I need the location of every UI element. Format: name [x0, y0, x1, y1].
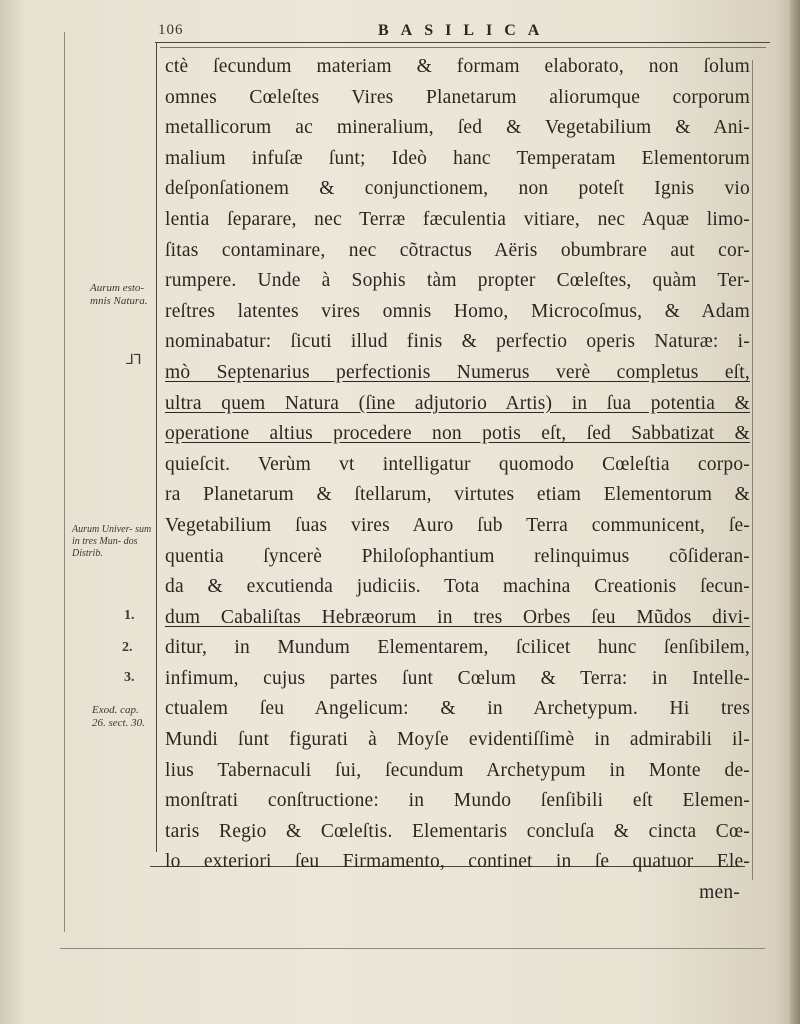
text-line: rumpere. Unde à Sophis tàm propter Cœleſtes, quàm Ter- [165, 270, 750, 292]
text-line: infimum, cujus partes ſunt Cœlum & Terra: in Intelle- [165, 667, 750, 689]
margin-note-universum: Aurum Univer- sum in tres Mun- dos Distrib. [72, 524, 152, 559]
right-rule [752, 60, 753, 880]
text-line: quentia ſyncerè Philoſophantium relinquimus cõſideran- [165, 545, 750, 567]
text-line: reſtres latentes vires omnis Homo, Microcoſmus, & Adam [165, 300, 750, 322]
text-line: dum Cabaliſtas Hebræorum in tres Orbes ſeu Mũdos divi- [165, 606, 750, 628]
margin-note-aurum: Aurum esto- mnis Natura. [90, 282, 148, 307]
catchword: men- [699, 882, 740, 904]
text-line: ditur, in Mundum Elementarem, ſcilicet hunc ſenſibilem, [165, 637, 750, 659]
text-line: nominabatur: ſicuti illud finis & perfectio operis Naturæ: i- [165, 331, 750, 353]
page-number: 106 [158, 22, 184, 38]
text-line: omnes Cœleſtes Vires Planetarum aliorumque corporum [165, 86, 750, 108]
text-line: da & excutienda judiciis. Tota machina Creationis ſecun- [165, 576, 750, 598]
text-line: metallicorum ac mineralium, ſed & Vegetabilium & Ani- [165, 117, 750, 139]
text-line: monſtrati conſtructione: in Mundo ſenſibili eſt Elemen- [165, 790, 750, 812]
top-rule-inner [160, 47, 766, 48]
text-line: mò Septenarius perfectionis Numerus verè completus eſt, [165, 361, 750, 383]
margin-number-1: 1. [124, 608, 135, 623]
text-line: ctè ſecundum materiam & formam elaborato, non ſolum [165, 56, 750, 77]
text-line: operatione altius procedere non potis eſt, ſed Sabbatizat & [165, 423, 750, 445]
text-line: lentia ſeparare, nec Terræ fæculentia vitiare, nec Aquæ limo- [165, 208, 750, 230]
text-line: taris Regio & Cœleſtis. Elementaris concluſa & cincta Cœ- [165, 820, 750, 842]
left-rule [156, 42, 157, 852]
margin-symbol: ⅃⅂ [126, 353, 142, 368]
text-line: deſponſationem & conjunctionem, non poteſt Ignis vio [165, 178, 750, 200]
main-text [165, 52, 750, 909]
text-line: malium infuſæ ſunt; Ideò hanc Temperatam Elementorum [165, 147, 750, 169]
text-line: ſitas contaminare, nec cõtractus Aëris obumbrare aut cor- [165, 239, 750, 261]
margin-number-2: 2. [122, 640, 133, 655]
running-head: BASILICA [378, 22, 552, 39]
page-edge-shadow [790, 0, 800, 1024]
text-line: quieſcit. Verùm vt intelligatur quomodo Cœleſtia corpo- [165, 453, 750, 475]
text-line: ra Planetarum & ſtellarum, virtutes etiam Elementorum & [165, 484, 750, 506]
text-line: ctualem ſeu Angelicum: & in Archetypum. Hi tres [165, 698, 750, 720]
text-line: ultra quem Natura (ſine adjutorio Artis) in ſua potentia & [165, 392, 750, 414]
text-line: Vegetabilium ſuas vires Auro ſub Terra communicent, ſe- [165, 514, 750, 536]
outer-bottom-rule [60, 948, 765, 949]
top-rule [155, 42, 770, 43]
text-line: lius Tabernaculi ſui, ſecundum Archetypum in Monte de- [165, 759, 750, 781]
outer-left-rule [64, 32, 65, 932]
text-line: Mundi ſunt figurati à Moyſe evidentiſſimè in admirabili il- [165, 729, 750, 751]
margin-note-exodus: Exod. cap. 26. sect. 30. [92, 704, 145, 729]
margin-number-3: 3. [124, 670, 135, 685]
text-line: lo exteriori ſeu Firmamento, continet in ſe quatuor Ele- [165, 851, 750, 873]
